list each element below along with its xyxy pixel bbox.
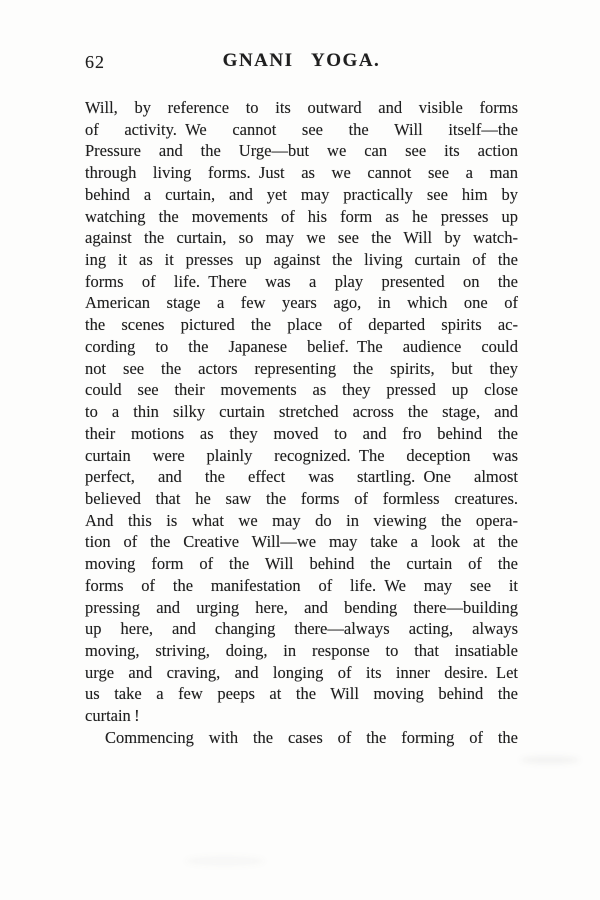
text-line: watching the movements of his form as he presses up (85, 206, 518, 226)
text-line: tion of the Creative Will—we may take a look at the (85, 532, 518, 552)
text-line: American stage a few years ago, in which one of (85, 293, 518, 313)
text-line: behind a curtain, and yet may practically see him by (85, 184, 518, 204)
scan-artifact (520, 756, 580, 764)
text-line: up here, and changing there—always acting, always (85, 619, 518, 639)
text-line: forms of life. There was a play presented on the (85, 271, 518, 291)
text-line: through living forms. Just as we cannot see a man (85, 163, 518, 183)
text-line: urge and craving, and longing of its inner desire. Let (85, 662, 518, 682)
text-line: Will, by reference to its outward and visible forms (85, 98, 518, 117)
running-title: GNANI YOGA. (222, 50, 381, 71)
text-line: curtain were plainly recognized. The deception was (85, 445, 518, 465)
text-line: pressing and urging here, and bending there—building (85, 597, 518, 617)
text-line: cording to the Japanese belief. The audience could (85, 336, 518, 356)
text-line: moving, striving, doing, in response to that insatiable (85, 640, 518, 660)
text-line: believed that he saw the forms of formless creatures. (85, 488, 518, 508)
text-line: of activity. We cannot see the Will itself—the (85, 119, 518, 139)
text-line: Pressure and the Urge—but we can see its action (85, 141, 518, 161)
body-text (85, 97, 518, 749)
text-line: to a thin silky curtain stretched across the stage, and (85, 402, 518, 422)
text-line: And this is what we may do in viewing the opera- (85, 510, 518, 530)
text-line: their motions as they moved to and fro behind the (85, 423, 518, 443)
page-header (85, 50, 518, 74)
page-number: 62 (85, 52, 105, 72)
text-line: not see the actors representing the spirits, but they (85, 358, 518, 378)
text-line: could see their movements as they pressed up close (85, 380, 518, 400)
text-line: the scenes pictured the place of departed spirits ac- (85, 315, 518, 335)
text-line: curtain ! (85, 706, 140, 726)
text-line: forms of the manifestation of life. We may see it (85, 575, 518, 595)
text-line: us take a few peeps at the Will moving behind the (85, 684, 518, 704)
text-line: Commencing with the cases of the forming of the (105, 727, 518, 747)
text-line: ing it as it presses up against the living curtain of the (85, 250, 518, 270)
scan-artifact (185, 856, 265, 866)
text-line: moving form of the Will behind the curtain of the (85, 554, 518, 574)
text-line: against the curtain, so may we see the Will by watch- (85, 228, 518, 248)
text-line: perfect, and the effect was startling. One almost (85, 467, 518, 487)
